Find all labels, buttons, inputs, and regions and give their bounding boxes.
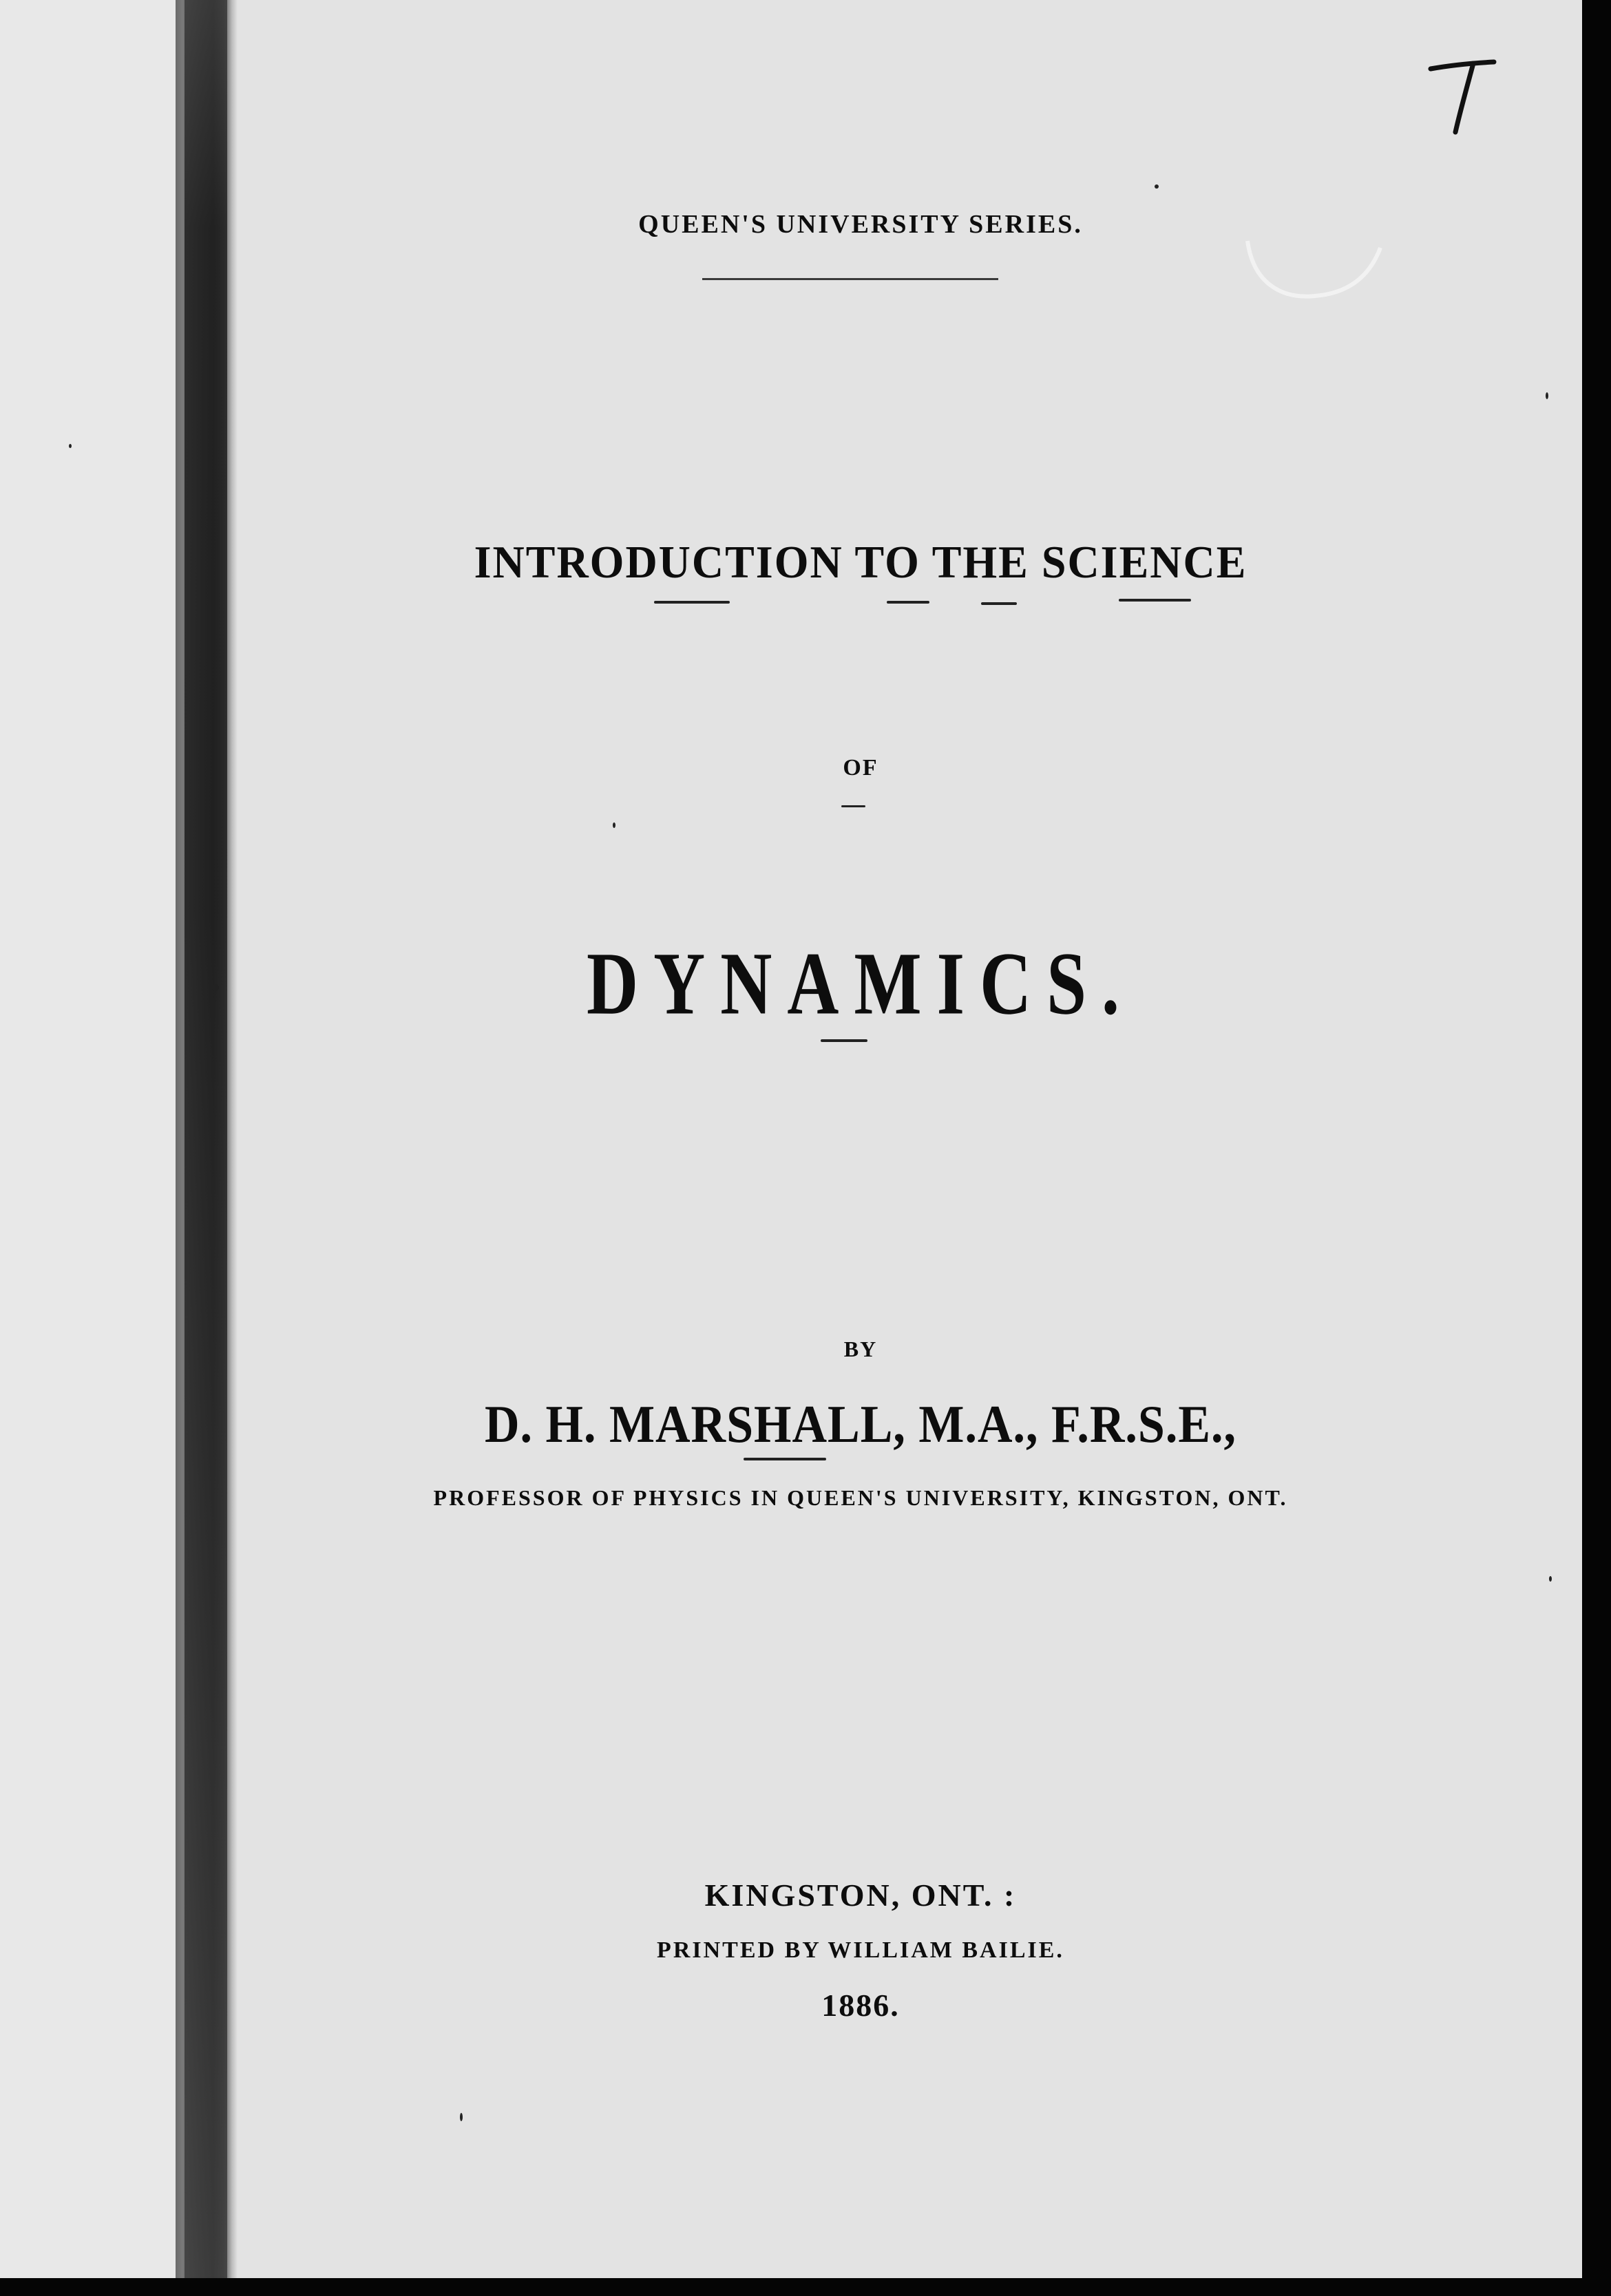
underline-mark — [654, 601, 730, 604]
title-line: INTRODUCTION TO THE SCIENCE — [474, 536, 1247, 588]
imprint-printer: PRINTED BY WILLIAM BAILIE. — [657, 1937, 1064, 1963]
underline-mark — [841, 805, 865, 807]
ink-speck — [1546, 392, 1548, 399]
facing-page-edge — [0, 0, 180, 2278]
ink-speck — [460, 2113, 463, 2121]
ink-speck — [1155, 184, 1159, 189]
author-name: D. H. MARSHALL, M.A., F.R.S.E., — [484, 1396, 1237, 1454]
scan-border-right — [1582, 0, 1611, 2296]
ink-speck — [613, 822, 615, 828]
series-rule — [702, 278, 998, 280]
underline-mark — [821, 1039, 867, 1042]
ink-speck — [1549, 1576, 1552, 1582]
ink-speck — [69, 444, 72, 448]
imprint-year: 1886. — [821, 1988, 900, 2023]
title-connector: OF — [843, 755, 878, 780]
underline-mark — [1119, 599, 1191, 602]
scan-border-bottom — [0, 2278, 1611, 2296]
underline-mark — [744, 1458, 826, 1460]
series-name: QUEEN'S UNIVERSITY SERIES. — [638, 210, 1083, 239]
imprint-place: KINGSTON, ONT. : — [704, 1878, 1017, 1913]
main-title: DYNAMICS. — [587, 934, 1135, 1034]
underline-mark — [981, 602, 1017, 605]
binding-gutter — [185, 0, 227, 2278]
underline-mark — [887, 601, 929, 604]
byline-label: BY — [843, 1337, 878, 1361]
handwritten-shelf-mark — [1425, 50, 1501, 139]
faint-stamp-mark — [1239, 227, 1391, 317]
author-affiliation: PROFESSOR OF PHYSICS IN QUEEN'S UNIVERSITY, KINGSTON, ONT. — [433, 1485, 1288, 1510]
